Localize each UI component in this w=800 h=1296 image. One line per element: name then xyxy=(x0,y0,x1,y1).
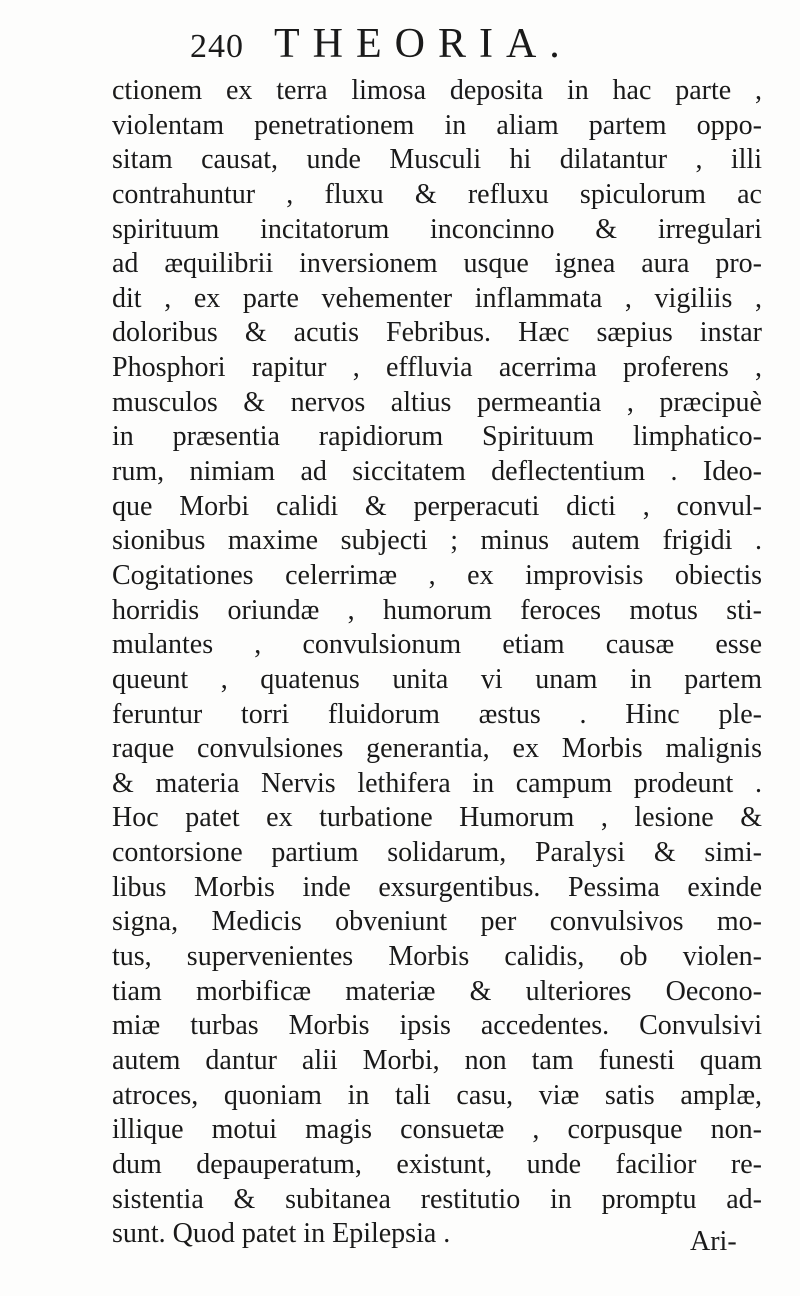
text-line: libus Morbis inde exsurgentibus. Pessima exinde xyxy=(112,871,762,903)
text-line: mulantes , convulsionum etiam causæ esse xyxy=(112,629,762,661)
text-line: miæ turbas Morbis ipsis accedentes. Convulsivi xyxy=(112,1010,762,1042)
text-line: sunt. Quod patet in Epilepsia . xyxy=(112,1218,451,1250)
text-line: dum depauperatum, existunt, unde facilior re- xyxy=(112,1148,762,1180)
page-header xyxy=(190,20,573,67)
text-line: musculos & nervos altius permeantia , præcipuè xyxy=(112,386,762,418)
text-line: rum, nimiam ad siccitatem deflectentium . Ideo- xyxy=(112,456,762,488)
text-line: ad æquilibrii inversionem usque ignea aura pro- xyxy=(112,248,762,280)
text-line: dit , ex parte vehementer inflammata , vigiliis , xyxy=(112,282,762,314)
text-line: atroces, quoniam in tali casu, viæ satis amplæ, xyxy=(112,1079,762,1111)
text-line: signa, Medicis obveniunt per convulsivos mo- xyxy=(112,906,762,938)
body-text xyxy=(112,74,762,1252)
text-line: queunt , quatenus unita vi unam in partem xyxy=(112,663,762,695)
running-head: THEORIA. xyxy=(274,21,573,67)
catchword: Ari- xyxy=(690,1226,737,1257)
page-number: 240 xyxy=(190,28,244,65)
text-line: spirituum incitatorum inconcinno & irregulari xyxy=(112,213,762,245)
text-line: Hoc patet ex turbatione Humorum , lesione & xyxy=(112,802,762,834)
text-line: in præsentia rapidiorum Spirituum limphatico- xyxy=(112,421,762,453)
text-line: que Morbi calidi & perperacuti dicti , convul- xyxy=(112,490,762,522)
text-line: & materia Nervis lethifera in campum prodeunt . xyxy=(112,767,762,799)
text-line: violentam penetrationem in aliam partem oppo- xyxy=(112,109,762,141)
text-line: horridis oriundæ , humorum feroces motus sti- xyxy=(112,594,762,626)
text-line: sitam causat, unde Musculi hi dilatantur , illi xyxy=(112,144,762,176)
text-line: sionibus maxime subjecti ; minus autem frigidi . xyxy=(112,525,762,557)
text-line: illique motui magis consuetæ , corpusque non- xyxy=(112,1114,762,1146)
text-line: tiam morbificæ materiæ & ulteriores Oecono- xyxy=(112,975,762,1007)
text-line: Phosphori rapitur , effluvia acerrima proferens , xyxy=(112,352,762,384)
text-line: feruntur torri fluidorum æstus . Hinc ple- xyxy=(112,698,762,730)
text-line: contorsione partium solidarum, Paralysi & simi- xyxy=(112,837,762,869)
text-line: tus, supervenientes Morbis calidis, ob violen- xyxy=(112,941,762,973)
text-line: sistentia & subitanea restitutio in promptu ad- xyxy=(112,1183,762,1215)
text-line: Cogitationes celerrimæ , ex improvisis obiectis xyxy=(112,559,762,591)
text-line: raque convulsiones generantia, ex Morbis malignis xyxy=(112,733,762,765)
text-line: doloribus & acutis Febribus. Hæc sæpius instar xyxy=(112,317,762,349)
text-line: ctionem ex terra limosa deposita in hac parte , xyxy=(112,75,762,106)
text-line: contrahuntur , fluxu & refluxu spiculorum ac xyxy=(112,178,762,210)
text-line: autem dantur alii Morbi, non tam funesti quam xyxy=(112,1044,762,1076)
